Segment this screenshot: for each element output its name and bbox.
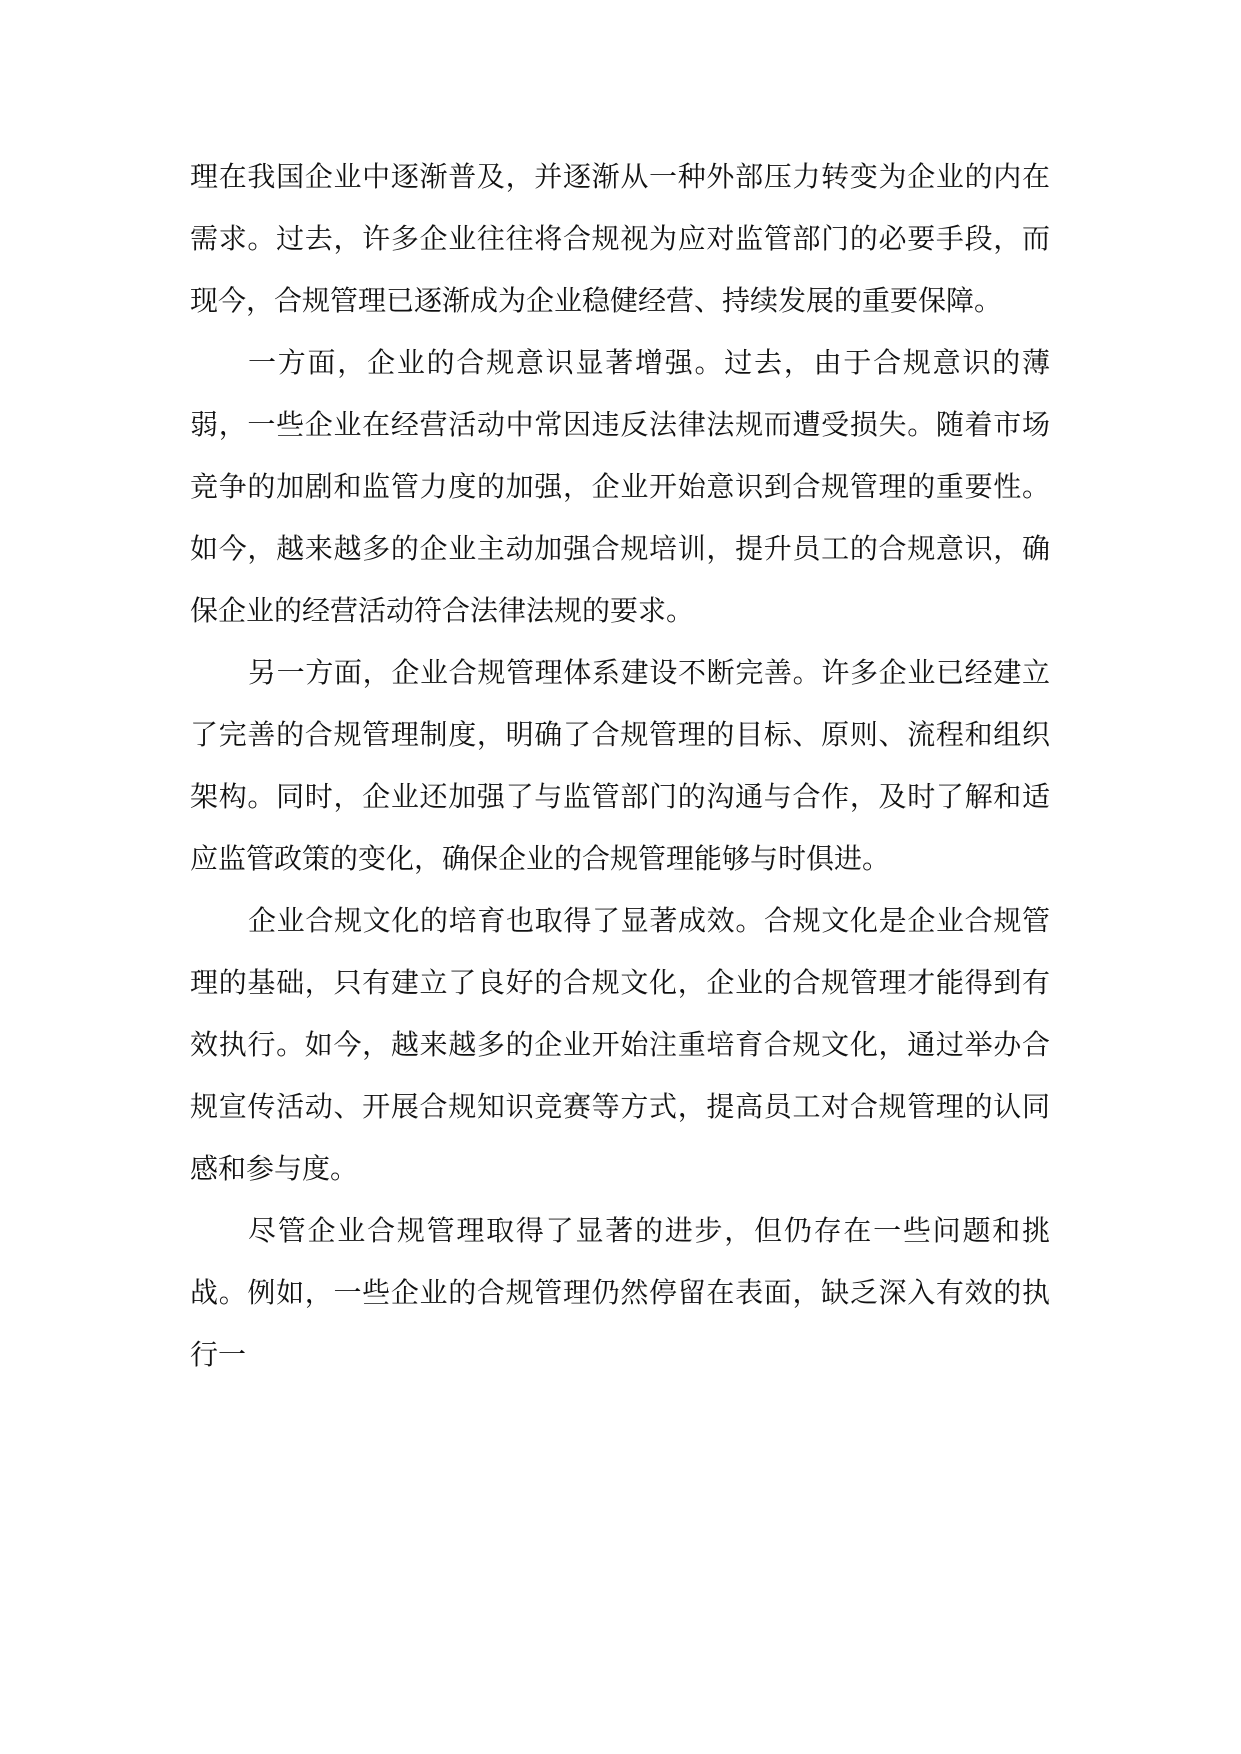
paragraph-4: 企业合规文化的培育也取得了显著成效。合规文化是企业合规管理的基础，只有建立了良好的合规文化，企业的合规管理才能得到有效执行。如今，越来越多的企业开始注重培育合规文化，通过举办合规宣传活动、开展合规知识竞赛等方式，提高员工对合规管理的认同感和参与度。 bbox=[190, 904, 1050, 1185]
paragraph-5: 尽管企业合规管理取得了显著的进步，但仍存在一些问题和挑战。例如，一些企业的合规管理仍然停留在表面，缺乏深入有效的执行一 bbox=[190, 1214, 1050, 1371]
document-body bbox=[190, 146, 1050, 1386]
paragraph-3: 另一方面，企业合规管理体系建设不断完善。许多企业已经建立了完善的合规管理制度，明确了合规管理的目标、原则、流程和组织架构。同时，企业还加强了与监管部门的沟通与合作，及时了解和适应监管政策的变化，确保企业的合规管理能够与时俱进。 bbox=[190, 656, 1050, 875]
paragraph-2: 一方面，企业的合规意识显著增强。过去，由于合规意识的薄弱，一些企业在经营活动中常因违反法律法规而遭受损失。随着市场竞争的加剧和监管力度的加强，企业开始意识到合规管理的重要性。如今，越来越多的企业主动加强合规培训，提升员工的合规意识，确保企业的经营活动符合法律法规的要求。 bbox=[190, 346, 1050, 627]
paragraph-1: 理在我国企业中逐渐普及，并逐渐从一种外部压力转变为企业的内在需求。过去，许多企业往往将合规视为应对监管部门的必要手段，而现今，合规管理已逐渐成为企业稳健经营、持续发展的重要保障。 bbox=[190, 160, 1050, 317]
